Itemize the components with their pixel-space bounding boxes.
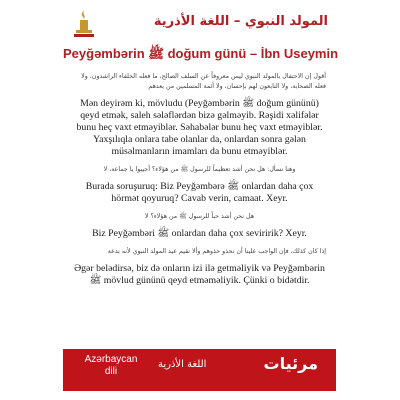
azerbaijani-paragraph: Mən deyirəm ki, mövludu (Peyğəmbərin ﷺ doğum gününü) qeyd etmək, saleh sələflərdən bizə gəlməyib. Rəşidi xəlifələr bunu heç vaxt etməyiblər. Səhabələr bunu heç vaxt etməyiblər. Yaxşılıqla onlara tabe olanlar da, onlardan sonra gələn müsəlmanların imamları da bunu etməyiblər.	[76, 98, 323, 157]
footer-logo: مرئيات	[263, 354, 318, 373]
arabic-paragraph: إذا كان كذلك، فإن الواجب علينا أن نحذو حذوهم وألا نقيم عيد المولد النبوي لأنه بدعة	[107, 248, 326, 255]
footer-language-label	[83, 354, 139, 378]
arabic-paragraph: هل نحن أشد حباً للرسول ﷺ من هؤلاء؟ لا	[144, 213, 255, 220]
azerbaijani-paragraph: Biz Peyğəmbəri ﷺ onlardan daha çox seviririk? Xeyr.	[92, 228, 307, 239]
footer-bar	[63, 349, 336, 391]
site-logo-icon	[71, 9, 97, 39]
azerbaijani-paragraph: Burada soruşuruq: Biz Peyğəmbərə ﷺ onlardan daha çox hörmət qoyuruq? Cavab verin, camaat. Xeyr.	[85, 181, 314, 204]
azerbaijani-paragraph: Əgər belədirsə, biz də onların izi ilə getməliyik və Peyğəmbərin ﷺ mövlud gününü qeyd etməməliyik. Çünki o bidətdir.	[74, 263, 325, 286]
footer-arabic-label: اللغة الأذرية	[158, 359, 207, 370]
footer-language-line: dili	[104, 366, 118, 377]
page-title: Peyğəmbərin ﷺ doğum günü – İbn Useymin	[63, 46, 339, 61]
header-title: المولد النبوي – اللغة الأذرية	[153, 14, 328, 29]
header-bar	[63, 6, 336, 41]
arabic-paragraph: أقول إن الاحتفال بالمولد النبوي ليس معروفاً عن السلف الصالح، ما فعله الخلفاء الراشدون، ولا فعله الصحابة، ولا التابعون لهم بإحسان، ولا أئمة المسلمين من بعدهم	[81, 73, 326, 90]
footer-language-line: Azərbaycan	[84, 354, 138, 365]
arabic-paragraph: وهنا نسأل: هل نحن أشد تعظيماً للرسول ﷺ من هؤلاء؟ أجيبوا يا جماعة، لا	[103, 166, 296, 173]
document-card	[63, 6, 339, 391]
content-body	[73, 72, 326, 294]
